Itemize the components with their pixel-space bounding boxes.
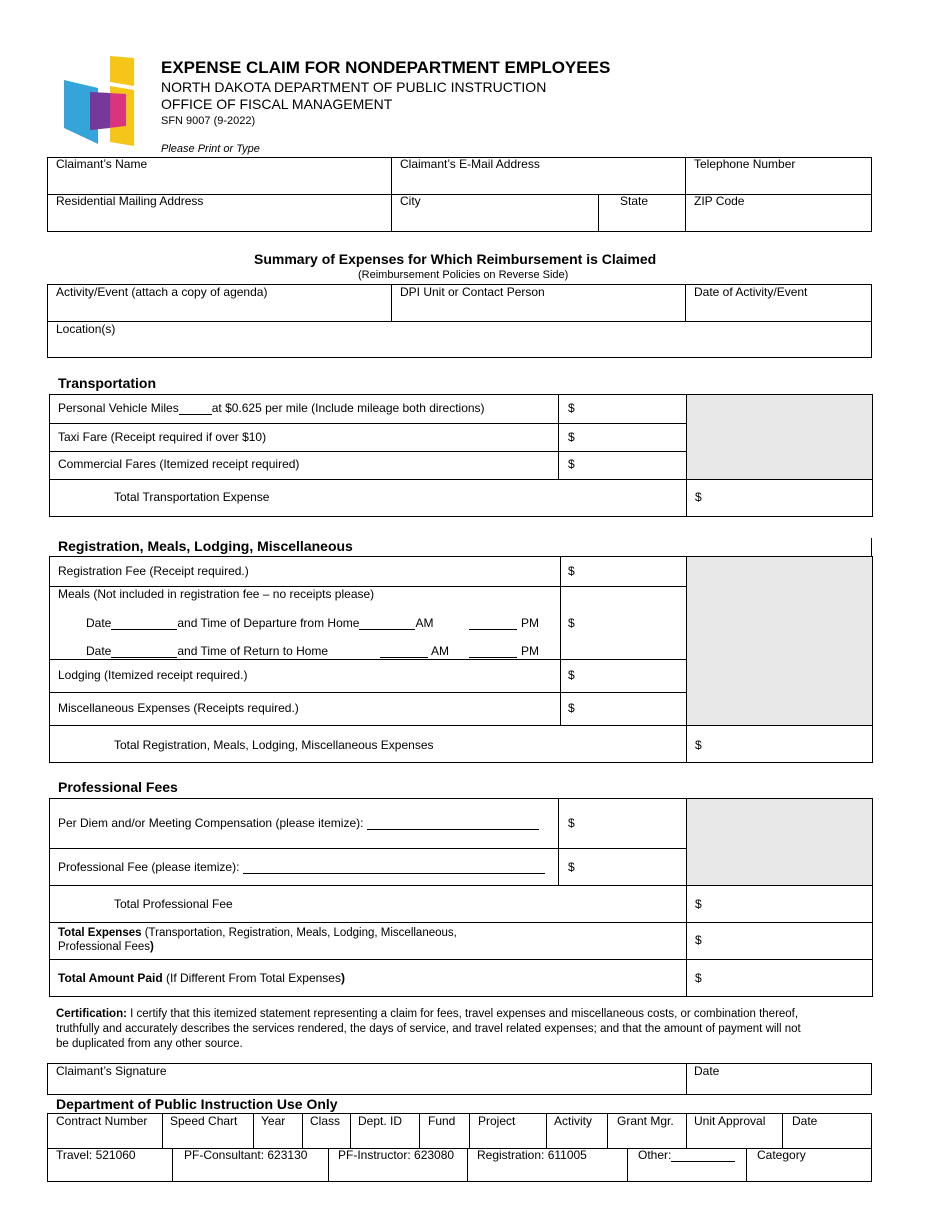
registration-total-amount[interactable]: $ xyxy=(695,738,702,752)
dpi-date-cell[interactable]: Date xyxy=(792,1114,818,1128)
summary-subtitle: (Reimbursement Policies on Reverse Side) xyxy=(358,269,569,281)
misc-expenses-amount[interactable]: $ xyxy=(568,701,575,715)
locations-field[interactable]: Location(s) xyxy=(56,322,116,336)
project-cell[interactable]: Project xyxy=(478,1114,516,1128)
city-field[interactable]: City xyxy=(400,194,421,208)
form-number: SFN 9007 (9-2022) xyxy=(161,115,256,127)
department-name: NORTH DAKOTA DEPARTMENT OF PUBLIC INSTRUCTION xyxy=(161,79,547,95)
dept-id-cell[interactable]: Dept. ID xyxy=(358,1114,403,1128)
transportation-heading: Transportation xyxy=(58,375,157,391)
signature-table xyxy=(47,1063,872,1095)
departure-pm-row xyxy=(469,616,539,630)
departure-time-label: and Time of Departure from Home xyxy=(177,616,360,630)
miles-blank[interactable] xyxy=(179,402,212,415)
activity-event-field[interactable]: Activity/Event (attach a copy of agenda) xyxy=(56,285,268,299)
professional-total-amount[interactable]: $ xyxy=(695,897,702,911)
professional-fee-label: Professional Fee (please itemize): xyxy=(58,860,240,874)
professional-total-label: Total Professional Fee xyxy=(114,897,233,911)
lodging-label: Lodging (Itemized receipt required.) xyxy=(58,668,248,682)
registration-code: Registration: 611005 xyxy=(477,1148,587,1162)
departure-am-label: AM xyxy=(415,616,434,630)
pf-instructor-code: PF-Instructor: 623080 xyxy=(338,1148,455,1162)
total-expenses-amount[interactable]: $ xyxy=(695,933,702,947)
return-row xyxy=(86,644,328,658)
dpi-use-heading: Department of Public Instruction Use Only xyxy=(56,1096,338,1112)
professional-fee-amount[interactable]: $ xyxy=(568,860,575,874)
certification-statement: Certification: I certify that this itemized statement representing a claim for fees, travel expenses and miscellaneous costs, or combination thereof, truthfully and accurately describes the services rendered, the days of service, and travel related expenses; and that the amount of payment will not be duplicated from any other source. xyxy=(56,1008,801,1050)
return-am-blank[interactable] xyxy=(380,645,428,658)
registration-total-label: Total Registration, Meals, Lodging, Miscellaneous Expenses xyxy=(114,738,434,752)
commercial-fares-amount[interactable]: $ xyxy=(568,457,575,471)
departure-pm-blank[interactable] xyxy=(469,617,517,630)
professional-fee-itemize-blank[interactable] xyxy=(243,861,545,874)
per-diem-row xyxy=(58,816,539,830)
other-code-blank[interactable] xyxy=(671,1149,735,1162)
other-code-label: Other: xyxy=(638,1148,672,1162)
zip-code-field[interactable]: ZIP Code xyxy=(694,194,745,208)
signature-date-field[interactable]: Date xyxy=(694,1064,720,1078)
class-cell[interactable]: Class xyxy=(310,1114,341,1128)
return-date-label: Date xyxy=(86,644,112,658)
taxi-fare-label: Taxi Fare (Receipt required if over $10) xyxy=(58,430,267,444)
grant-mgr-cell[interactable]: Grant Mgr. xyxy=(617,1114,674,1128)
total-paid-label: Total Amount Paid (If Different From Total Expenses) xyxy=(58,971,345,985)
misc-expenses-label: Miscellaneous Expenses (Receipts required.) xyxy=(58,701,299,715)
return-pm-label: PM xyxy=(521,644,539,658)
claimant-name-field[interactable]: Claimant’s Name xyxy=(56,157,148,171)
vehicle-miles-row xyxy=(58,401,485,415)
form-title: EXPENSE CLAIM FOR NONDEPARTMENT EMPLOYEES xyxy=(161,58,611,77)
registration-fee-amount[interactable]: $ xyxy=(568,564,575,578)
meals-amount[interactable]: $ xyxy=(568,616,575,630)
vehicle-miles-amount[interactable]: $ xyxy=(568,401,575,415)
return-am-row xyxy=(380,644,449,658)
total-expenses-label: Total Expenses (Transportation, Registration, Meals, Lodging, Miscellaneous, Professional Fees) xyxy=(58,927,457,953)
per-diem-amount[interactable]: $ xyxy=(568,816,575,830)
telephone-field[interactable]: Telephone Number xyxy=(694,157,796,171)
professional-fee-row xyxy=(58,860,545,874)
taxi-fare-amount[interactable]: $ xyxy=(568,430,575,444)
meals-label: Meals (Not included in registration fee – no receipts please) xyxy=(58,587,375,601)
fund-cell[interactable]: Fund xyxy=(428,1114,456,1128)
departure-pm-label: PM xyxy=(521,616,539,630)
departure-row xyxy=(86,616,433,630)
return-date-blank[interactable] xyxy=(111,645,177,658)
print-instruction: Please Print or Type xyxy=(161,143,260,155)
departure-date-label: Date xyxy=(86,616,112,630)
summary-title: Summary of Expenses for Which Reimbursement is Claimed xyxy=(254,251,657,267)
dpi-logo xyxy=(62,56,136,148)
departure-am-blank[interactable] xyxy=(359,617,415,630)
year-cell[interactable]: Year xyxy=(261,1114,286,1128)
office-name: OFFICE OF FISCAL MANAGEMENT xyxy=(161,96,393,112)
pf-consultant-code: PF-Consultant: 623130 xyxy=(184,1148,308,1162)
activity-cell[interactable]: Activity xyxy=(554,1114,593,1128)
category-cell[interactable]: Category xyxy=(757,1148,806,1162)
return-time-label: and Time of Return to Home xyxy=(177,644,329,658)
speed-chart-cell[interactable]: Speed Chart xyxy=(170,1114,238,1128)
return-pm-row xyxy=(469,644,539,658)
registration-heading: Registration, Meals, Lodging, Miscellaneous xyxy=(58,538,353,554)
per-diem-itemize-blank[interactable] xyxy=(367,817,539,830)
lodging-amount[interactable]: $ xyxy=(568,668,575,682)
activity-date-field[interactable]: Date of Activity/Event xyxy=(694,285,808,299)
commercial-fares-label: Commercial Fares (Itemized receipt required) xyxy=(58,457,300,471)
transportation-total-label: Total Transportation Expense xyxy=(114,490,270,504)
mailing-address-field[interactable]: Residential Mailing Address xyxy=(56,194,204,208)
departure-date-blank[interactable] xyxy=(111,617,177,630)
unit-approval-cell[interactable]: Unit Approval xyxy=(694,1114,766,1128)
vehicle-miles-label: Personal Vehicle Miles xyxy=(58,401,179,415)
dpi-contact-field[interactable]: DPI Unit or Contact Person xyxy=(400,285,545,299)
other-code-row xyxy=(638,1148,735,1162)
contract-number-cell[interactable]: Contract Number xyxy=(56,1114,148,1128)
return-am-label: AM xyxy=(431,644,449,658)
claimant-signature-field[interactable]: Claimant’s Signature xyxy=(56,1064,167,1078)
claimant-email-field[interactable]: Claimant’s E-Mail Address xyxy=(400,157,540,171)
total-paid-amount[interactable]: $ xyxy=(695,971,702,985)
professional-fees-heading: Professional Fees xyxy=(58,779,178,795)
return-pm-blank[interactable] xyxy=(469,645,517,658)
registration-fee-label: Registration Fee (Receipt required.) xyxy=(58,564,249,578)
state-field[interactable]: State xyxy=(620,194,649,208)
mileage-rate-label: at $0.625 per mile (Include mileage both directions) xyxy=(211,401,485,415)
transportation-total-amount[interactable]: $ xyxy=(695,490,702,504)
travel-code: Travel: 521060 xyxy=(56,1148,136,1162)
per-diem-label: Per Diem and/or Meeting Compensation (please itemize): xyxy=(58,816,364,830)
